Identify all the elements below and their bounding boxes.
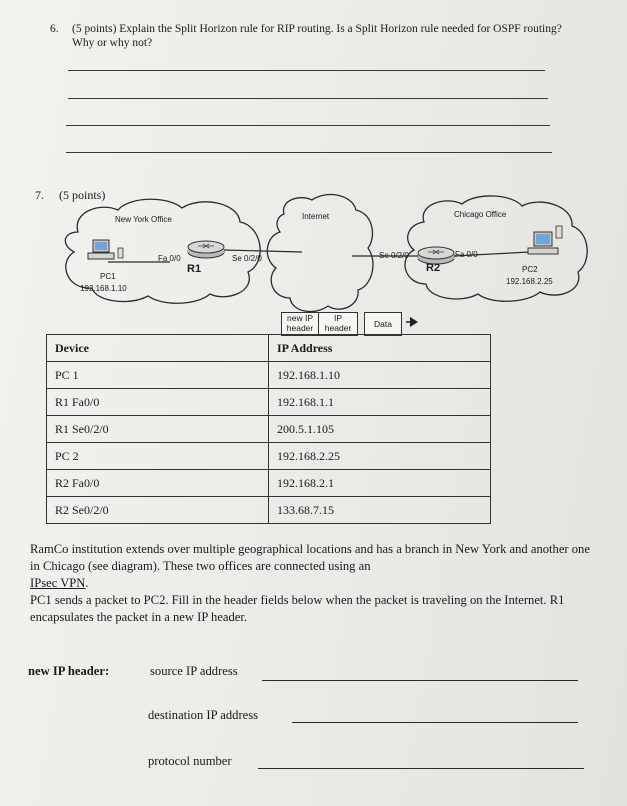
device-cell: R1 Fa0/0: [47, 389, 269, 416]
packet-data-text: Data: [374, 319, 392, 329]
r2-label: R2: [426, 262, 441, 274]
table-header-row: [47, 335, 491, 362]
table-row: [47, 362, 491, 389]
scenario-line-1: RamCo institution extends over multiple geographical locations and has a branch in New York and another one in Chicago (see diagram). These two offices are connected using an: [30, 542, 590, 573]
pc1-label: PC1: [100, 272, 116, 281]
pc2-icon: [528, 226, 562, 254]
table-row: [47, 416, 491, 443]
r2-se-label: Se 0/2/0: [379, 251, 409, 260]
table-row: [47, 443, 491, 470]
source-ip-label: source IP address: [150, 664, 238, 678]
device-cell: PC 2: [47, 443, 269, 470]
pc1-ip-label: 192.168.1.10: [80, 284, 127, 293]
internet-label: Internet: [302, 212, 330, 221]
table-row: [47, 389, 491, 416]
question-7-number: 7.: [35, 188, 44, 202]
destination-ip-field[interactable]: [292, 722, 578, 723]
question-6-number: 6.: [50, 23, 59, 35]
table-row: [47, 470, 491, 497]
question-7-points: (5 points): [59, 188, 106, 202]
device-cell: R2 Se0/2/0: [47, 497, 269, 524]
source-ip-field[interactable]: [262, 680, 578, 681]
pc2-ip-label: 192.168.2.25: [506, 277, 553, 286]
ip-cell: 192.168.1.1: [269, 389, 491, 416]
pc2-label: PC2: [522, 265, 538, 274]
packet-new-ip-header: [281, 312, 319, 336]
r1-label: R1: [187, 263, 202, 275]
scenario-line-2: PC1 sends a packet to PC2. Fill in the header fields below when the packet is traveling on the Internet. R1 encapsulates the packet in a new IP header.: [30, 593, 565, 624]
ipsec-vpn-text: IPsec VPN: [30, 576, 86, 590]
ip-cell: 133.68.7.15: [269, 497, 491, 524]
packet-header2-text: header: [324, 323, 352, 333]
packet-header1-text: header: [286, 323, 314, 333]
device-cell: PC 1: [47, 362, 269, 389]
packet-data-box: [364, 312, 402, 336]
packet-new-ip-text: new IP: [287, 313, 313, 323]
device-cell: R1 Se0/2/0: [47, 416, 269, 443]
packet-ip-header: [318, 312, 358, 336]
table-row: [47, 497, 491, 524]
ip-cell: 192.168.2.25: [269, 443, 491, 470]
destination-ip-label: destination IP address: [148, 708, 259, 722]
table-header-ip: IP Address: [269, 335, 491, 362]
table-header-device: Device: [47, 335, 269, 362]
new-ip-header-text: new IP header:: [28, 664, 110, 678]
ip-cell: 192.168.1.10: [269, 362, 491, 389]
device-cell: R2 Fa0/0: [47, 470, 269, 497]
ny-office-label: New York Office: [115, 215, 172, 224]
scenario-paragraph: [30, 541, 598, 626]
chicago-office-label: Chicago Office: [454, 210, 507, 219]
ip-cell: 200.5.1.105: [269, 416, 491, 443]
r2-fa-label: Fa 0/0: [455, 250, 478, 259]
protocol-number-label: protocol number: [148, 754, 232, 768]
device-ip-table: [46, 334, 491, 524]
r1-router-icon: [188, 241, 224, 258]
ip-cell: 192.168.2.1: [269, 470, 491, 497]
new-ip-header-label: [28, 664, 109, 679]
pc1-icon: [88, 240, 123, 259]
r1-se-label: Se 0/2/0: [232, 254, 262, 263]
protocol-number-field[interactable]: [258, 768, 584, 769]
scenario-text-1: RamCo institution extends over multiple geographical locations and has a branch in New York and another one in Chicago (see diagram). These two offices are connected using an IPsec VPN.: [30, 542, 590, 590]
question-6-text: (5 points) Explain the Split Horizon rule for RIP routing. Is a Split Horizon rule needed for OSPF routing? Why or why not?: [72, 23, 562, 49]
packet-ip-text: IP: [333, 313, 343, 323]
r1-fa-label: Fa 0/0: [158, 254, 181, 263]
